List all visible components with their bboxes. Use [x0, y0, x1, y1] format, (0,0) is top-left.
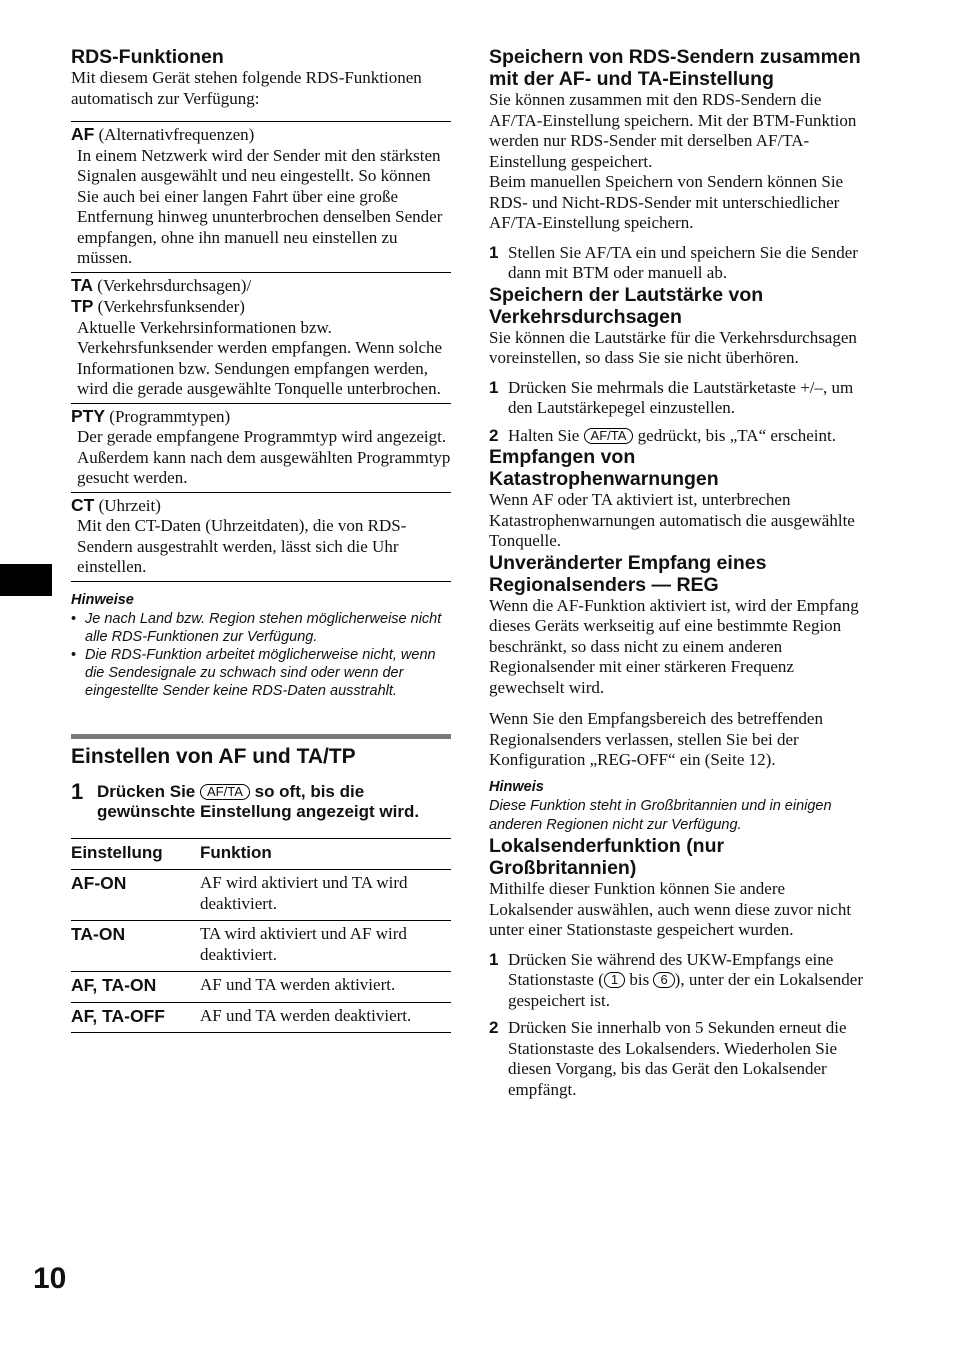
left-column: [71, 46, 451, 1033]
term-label: PTY: [71, 405, 106, 426]
step-text-mid: bis: [629, 970, 650, 989]
step-text: Drücken Sie mehrmals die Lautstärketaste +/–, um den Lautstärkepegel einzustellen.: [508, 377, 854, 417]
setting-cell: AF, TA-OFF: [71, 1002, 200, 1033]
section-tab-marker: [0, 564, 52, 596]
step-text-pre: Halten Sie: [508, 425, 580, 445]
step-text: [508, 950, 869, 1012]
step-list: [489, 950, 869, 1101]
table-header-row: [71, 838, 451, 870]
step-number: 1: [489, 377, 499, 397]
setting-cell: TA-ON: [71, 921, 200, 972]
step-text-pre: Drücken Sie während des UKW-Empfangs eine Stationstaste (: [508, 949, 834, 989]
def-body: Aktuelle Verkehrsinformationen bzw. Verkehrsfunksender werden empfangen. Wenn solche Informationen bzw. Sendungen empfangen werden, wird die gerade ausgewählte Tonquelle unterbrochen.: [77, 317, 443, 398]
rds-definition-list: [71, 121, 451, 582]
step-text: Drücken Sie innerhalb von 5 Sekunden erneut die Stationstaste des Lokalsenders. Wiederholen Sie diesen Vorgang, bis das Gerät den Lokalsender empfängt.: [508, 1018, 847, 1099]
section-divider: [71, 734, 451, 739]
function-cell: TA wird aktiviert und AF wird deaktiviert.: [200, 921, 451, 972]
term-label: TP: [71, 296, 94, 316]
def-pty: [71, 404, 451, 493]
step-text: [508, 426, 836, 447]
note-title: Hinweis: [489, 778, 544, 795]
paragraph: Wenn Sie den Empfangsbereich des betreffenden Regionalsenders verlassen, stellen Sie bei der Konfiguration „REG-OFF“ ein (Seite 12).: [489, 709, 823, 769]
af-ta-button-icon: AF/TA: [200, 784, 250, 800]
paragraph: Beim manuellen Speichern von Sendern können Sie RDS- und Nicht-RDS-Sender mit unterschiedlicher AF/TA-Einstellung speichern.: [489, 172, 844, 232]
page-number: 10: [33, 1262, 67, 1295]
step-text-post: gedrückt, bis „TA“ erscheint.: [637, 425, 836, 445]
rds-intro: Mit diesem Gerät stehen folgende RDS-Funktionen automatisch zur Verfügung:: [71, 68, 422, 108]
def-body: Der gerade empfangene Programmtyp wird angezeigt. Außerdem kann nach dem ausgewählten Programmtyp gesucht werden.: [77, 427, 451, 487]
note-item: [71, 646, 451, 700]
table-row: [71, 921, 451, 972]
step-text-post: ), unter der ein Lokalsender gespeichert ist.: [508, 970, 864, 1010]
term-label: TA: [71, 274, 94, 295]
term-label: AF: [71, 124, 95, 144]
store-volume-heading: Speichern der Lautstärke von Verkehrsdurchsagen: [489, 283, 764, 328]
step-1: [71, 778, 451, 822]
bullet-icon: •: [71, 611, 77, 627]
step-item: [489, 1018, 869, 1100]
paragraph: Sie können die Lautstärke für die Verkehrsdurchsagen voreinstellen, so dass Sie sie nicht überhören.: [489, 327, 857, 367]
step-text: [97, 782, 451, 822]
function-cell: AF und TA werden deaktiviert.: [200, 1002, 451, 1033]
bullet-icon: •: [71, 647, 77, 663]
table-row: [71, 972, 451, 1003]
col-header-function: Funktion: [200, 838, 451, 870]
notes-title: Hinweise: [71, 591, 134, 608]
step-item: [489, 426, 869, 447]
def-body: In einem Netzwerk wird der Sender mit den stärksten Signalen ausgewählt und neu eingestellt. So können Sie auch bei einer langen Fahrt über eine große Entfernung hinweg ununterbrochen denselben Sender empfangen, ohne ihn manuell neu einstellen zu müssen.: [77, 145, 443, 267]
term-label: CT: [71, 494, 95, 515]
def-body: Mit den CT-Daten (Uhrzeitdaten), die von RDS-Sendern ausgestrahlt werden, lässt sich die Uhr einstellen.: [77, 516, 407, 576]
step-item: [489, 950, 869, 1012]
preset-6-button-icon: 6: [653, 972, 674, 988]
function-cell: AF und TA werden aktiviert.: [200, 972, 451, 1003]
step-item: [489, 243, 869, 284]
paragraph: Wenn AF oder TA aktiviert ist, unterbrechen Katastrophenwarnungen automatisch die ausgewählte Tonquelle.: [489, 490, 855, 550]
note-item: [71, 610, 451, 646]
note-text: Die RDS-Funktion arbeitet möglicherweise nicht, wenn die Sendesignale zu schwach sind oder wenn der eingestellte Sender keine RDS-Daten ausstrahlt.: [85, 647, 436, 699]
settings-table: [71, 838, 451, 1034]
local-station-heading: Lokalsenderfunktion (nur Großbritannien): [489, 835, 725, 879]
section-title: Einstellen von AF und TA/TP: [71, 745, 356, 768]
step-number: 1: [71, 778, 84, 804]
note-text: Diese Funktion steht in Großbritannien und in einigen anderen Regionen nicht zur Verfügung.: [489, 798, 832, 833]
step-text-pre: Drücken Sie: [97, 781, 196, 801]
function-cell: AF wird aktiviert und TA wird deaktiviert.: [200, 870, 451, 921]
term-desc: (Alternativfrequenzen): [98, 125, 255, 144]
step-number: 2: [489, 425, 499, 445]
disaster-warning-heading: Empfangen von Katastrophenwarnungen: [489, 446, 719, 490]
step-item: [489, 378, 869, 419]
step-list: [489, 243, 869, 284]
term-desc: (Verkehrsdurchsagen)/: [97, 275, 252, 295]
step-number: 1: [489, 949, 499, 969]
term-desc: (Programmtypen): [109, 406, 231, 426]
term-desc: (Verkehrsfunksender): [97, 297, 245, 316]
preset-1-button-icon: 1: [604, 972, 625, 988]
term-desc: (Uhrzeit): [98, 495, 161, 515]
def-af: [71, 122, 451, 273]
step-text: Stellen Sie AF/TA ein und speichern Sie die Sender dann mit BTM oder manuell ab.: [508, 242, 858, 282]
def-ct: [71, 493, 451, 582]
right-column: [489, 46, 869, 1100]
note-text: Je nach Land bzw. Region stehen möglicherweise nicht alle RDS-Funktionen zur Verfügung.: [85, 611, 442, 645]
step-number: 2: [489, 1018, 499, 1037]
def-ta-tp: [71, 273, 451, 404]
step-text-post: so oft, bis die gewünschte Einstellung angezeigt wird.: [97, 781, 420, 821]
step-number: 1: [489, 242, 499, 262]
paragraph: Sie können zusammen mit den RDS-Sendern die AF/TA-Einstellung speichern. Mit der BTM-Funktion werden nur RDS-Sender mit derselben AF/TA-Einstellung gespeichert.: [489, 90, 857, 171]
regional-heading: Unveränderter Empfang eines Regionalsenders — REG: [489, 551, 767, 596]
table-row: [71, 870, 451, 921]
col-header-setting: Einstellung: [71, 838, 200, 870]
paragraph: Mithilfe dieser Funktion können Sie andere Lokalsender auswählen, auch wenn diese zuvor nicht unter einer Stationstaste gespeichert wurden.: [489, 879, 852, 939]
setting-cell: AF-ON: [71, 870, 200, 921]
setting-cell: AF, TA-ON: [71, 972, 200, 1003]
af-ta-button-icon: AF/TA: [584, 428, 634, 444]
table-row: [71, 1002, 451, 1033]
paragraph: Wenn die AF-Funktion aktiviert ist, wird der Empfang dieses Geräts werkseitig auf eine bestimmte Region beschränkt, so dass nicht zu einem anderen Regionalsender mit einer stärkeren Frequenz gewechselt wird.: [489, 595, 859, 697]
step-list: [489, 378, 869, 447]
rds-functions-heading: RDS-Funktionen: [71, 46, 224, 68]
store-rds-heading: Speichern von RDS-Sendern zusammen mit der AF- und TA-Einstellung: [489, 46, 861, 90]
